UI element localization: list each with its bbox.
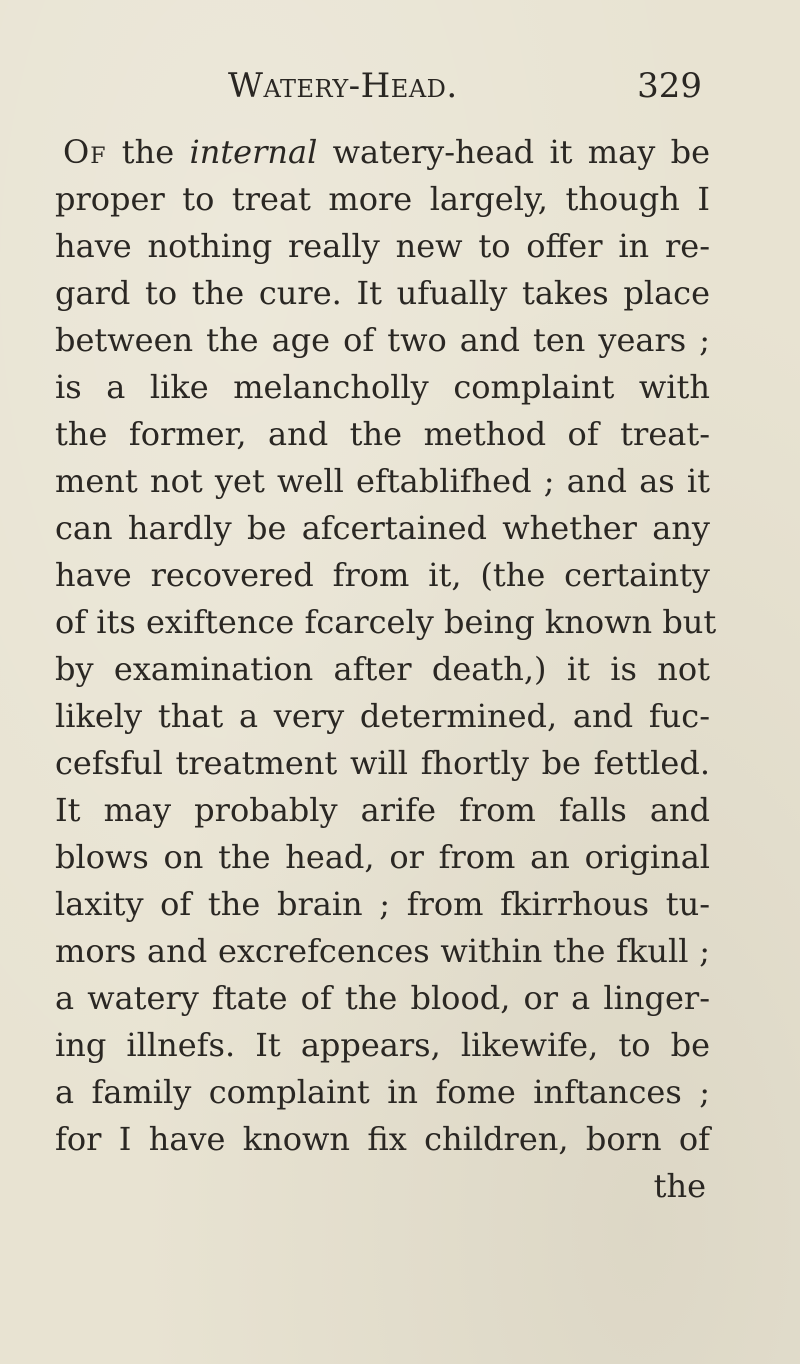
text-line-7: the former, and the method of treat- [55, 415, 710, 453]
text-line-20: ing illnefs. It appears, likewife, to be [55, 1026, 710, 1064]
text-segment: the [106, 133, 190, 171]
text-segment: watery-head it may be [317, 133, 711, 171]
text-line-12: by examination after death,) it is not [55, 650, 710, 688]
text-line-13: likely that a very determined, and fuc- [55, 697, 710, 735]
catchword: the [653, 1167, 706, 1205]
text-line-5: between the age of two and ten years ; [55, 321, 710, 359]
text-line-14: cefsful treatment will fhortly be fettled. [55, 744, 710, 782]
text-line-19: a watery ftate of the blood, or a linger- [55, 979, 710, 1017]
text-line-21: a family complaint in fome inftances ; [55, 1073, 710, 1111]
text-line-4: gard to the cure. It ufually takes place [55, 274, 710, 312]
text-line-18: mors and excrefcences within the fkull ; [55, 932, 710, 970]
text-line-6: is a like melancholly complaint with [55, 368, 710, 406]
text-line-15: It may probably arife from falls and [55, 791, 710, 829]
text-line-1 [55, 129, 710, 176]
text-line-2: proper to treat more largely, though I [55, 180, 710, 218]
text-line-9: can hardly be afcertained whether any [55, 509, 710, 547]
page-number: 329 [637, 66, 702, 106]
text-line-17: laxity of the brain ; from fkirrhous tu- [55, 885, 710, 923]
text-line-11: of its exiftence fcarcely being known but [55, 603, 717, 641]
text-line-22: for I have known fix children, born of [55, 1120, 710, 1158]
text-line-16: blows on the head, or from an original [55, 838, 710, 876]
text-line-3: have nothing really new to offer in re- [55, 227, 710, 265]
body-text [55, 129, 717, 1210]
text-line-10: have recovered from it, (the certainty [55, 556, 710, 594]
opening-word: Of [63, 133, 107, 171]
running-title: Watery-Head. [228, 66, 458, 106]
text-line-8: ment not yet well eftablifhed ; and as it [55, 462, 710, 500]
running-head [228, 66, 748, 110]
italic-word: internal [189, 133, 318, 171]
